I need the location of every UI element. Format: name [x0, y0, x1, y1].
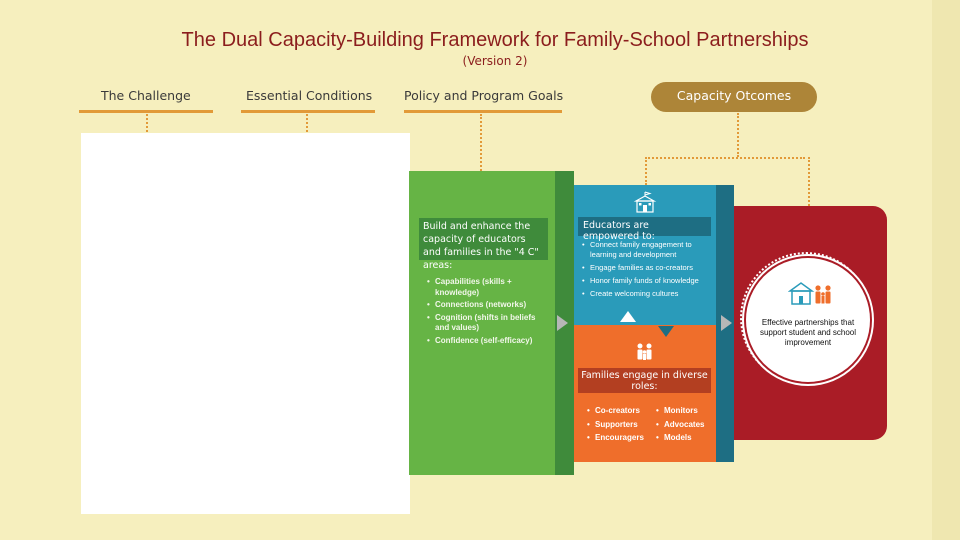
- educators-list: [582, 240, 712, 302]
- page-subtitle: (Version 2): [462, 54, 528, 68]
- list-item: • Co-creators: [587, 404, 653, 418]
- list-item: • Cognition (shifts in beliefs and values): [427, 313, 547, 334]
- arrow-down-icon: [658, 326, 674, 337]
- capacity-outcomes-pill: Capacity Otcomes: [651, 82, 817, 112]
- challenge-conditions-panel: [81, 133, 410, 514]
- connector-dots: [645, 157, 805, 159]
- connector-dots: [480, 114, 482, 171]
- list-item: • Connections (networks): [427, 300, 547, 311]
- list-item: • Confidence (self-efficacy): [427, 336, 547, 347]
- list-item: • Engage families as co-creators: [582, 263, 712, 273]
- goals-list: [427, 277, 547, 348]
- challenge-underline: [79, 110, 213, 113]
- list-item: • Connect family engagement to learning and development: [582, 240, 712, 260]
- page-title: The Dual Capacity-Building Framework for Family-School Partnerships: [181, 29, 809, 51]
- goals-heading-tab: Build and enhance the capacity of educators and families in the "4 C" areas:: [419, 218, 548, 260]
- list-item: • Honor family funds of knowledge: [582, 276, 712, 286]
- educators-heading-tab: Educators are empowered to:: [578, 217, 711, 236]
- families-roles-left: [587, 404, 653, 445]
- connector-dots: [146, 114, 148, 132]
- families-heading-tab: Families engage in diverse roles:: [578, 368, 711, 393]
- connector-dots: [645, 157, 647, 185]
- column-header-challenge: The Challenge: [101, 88, 191, 103]
- conditions-underline: [241, 110, 375, 113]
- connector-dots: [306, 114, 308, 132]
- list-item: • Supporters: [587, 418, 653, 432]
- school-family-icon: [788, 279, 836, 307]
- connector-dots: [808, 157, 810, 206]
- families-roles-right: [656, 404, 716, 445]
- column-header-conditions: Essential Conditions: [246, 88, 373, 103]
- column-header-goals: Policy and Program Goals: [404, 88, 564, 103]
- outcome-text: Effective partnerships that support student and school improvement: [759, 318, 857, 347]
- arrow-right-icon: [557, 315, 569, 331]
- family-icon: [634, 341, 656, 363]
- arrow-up-icon: [620, 311, 636, 322]
- list-item: • Monitors: [656, 404, 716, 418]
- school-icon: [633, 190, 657, 214]
- list-item: • Capabilities (skills + knowledge): [427, 277, 547, 298]
- list-item: • Advocates: [656, 418, 716, 432]
- arrow-right-icon: [721, 315, 733, 331]
- right-edge-panel: [932, 0, 960, 540]
- goals-underline: [404, 110, 562, 113]
- list-item: • Encouragers: [587, 431, 653, 445]
- list-item: • Models: [656, 431, 716, 445]
- connector-dots: [737, 113, 739, 157]
- list-item: • Create welcoming cultures: [582, 289, 712, 299]
